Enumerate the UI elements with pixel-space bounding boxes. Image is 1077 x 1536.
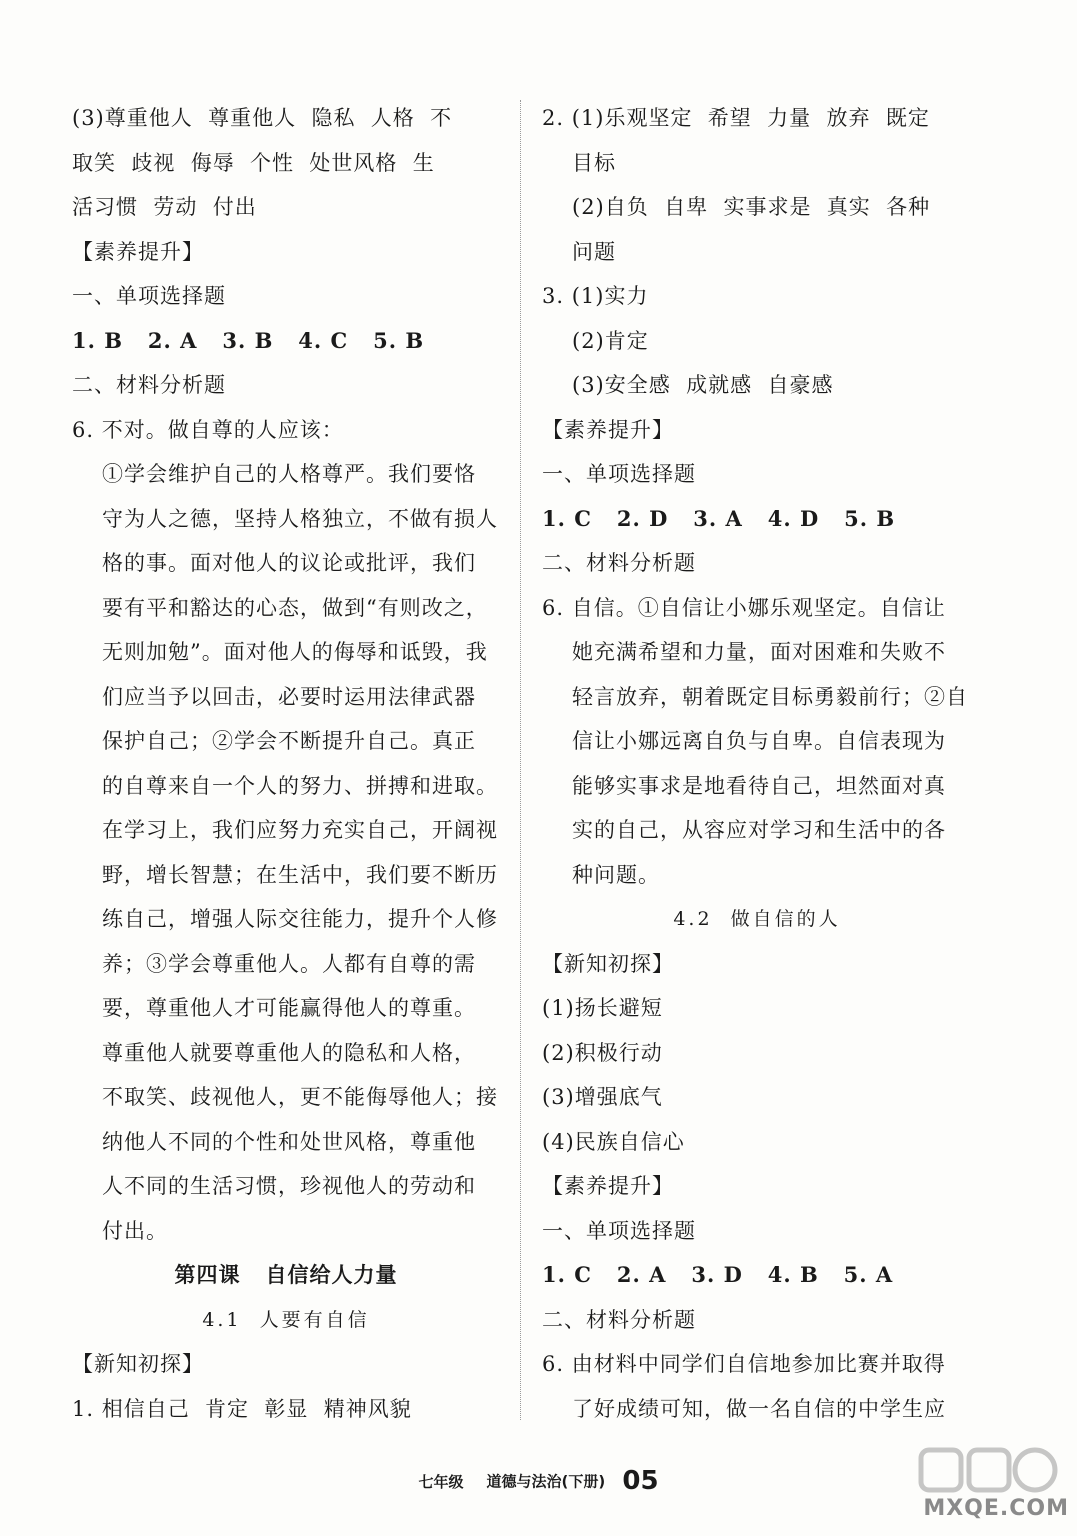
column-divider	[520, 100, 521, 1420]
right-text-line: 了好成绩可知，做一名自信的中学生应	[572, 1396, 946, 1421]
right-text-line: 【新知初探】	[542, 951, 674, 976]
right-text-line: (1)扬长避短	[542, 996, 663, 1020]
left-text-line: 4.1 人要有自信	[202, 1308, 370, 1331]
left-text-line: 第四课 自信给人力量	[174, 1262, 398, 1287]
right-text-line: 一、单项选择题	[542, 462, 696, 486]
left-text-line: 尊重他人就要尊重他人的隐私和人格，	[102, 1040, 476, 1065]
footer-subject: 道德与法治(下册)	[486, 1472, 606, 1491]
left-text-line: 【素养提升】	[72, 239, 204, 264]
right-text-line: 轻言放弃，朝着既定目标勇毅前行；②自	[572, 684, 968, 709]
left-text-line: 1. B 2. A 3. B 4. C 5. B	[72, 327, 425, 353]
right-text-line: 6. 由材料中同学们自信地参加比赛并取得	[542, 1352, 946, 1376]
left-text-line: 取笑 歧视 侮辱 个性 处世风格 生	[72, 150, 435, 175]
right-text-line: 种问题。	[572, 862, 660, 887]
left-text-line: 要有平和豁达的心态，做到“有则改之，	[102, 595, 488, 620]
right-text-line: 2. (1)乐观坚定 希望 力量 放弃 既定	[542, 106, 930, 130]
left-text-line: 人不同的生活习惯，珍视他人的劳动和	[102, 1174, 476, 1198]
left-text-line: 练自己，增强人际交往能力，提升个人修	[102, 907, 498, 931]
left-text-line: 养；③学会尊重他人。人都有自尊的需	[102, 951, 476, 976]
right-text-line: 能够实事求是地看待自己，坦然面对真	[572, 773, 946, 798]
left-text-line: 二、材料分析题	[72, 373, 226, 397]
left-text-line: 守为人之德，坚持人格独立，不做有损人	[102, 506, 498, 531]
right-text-line: 一、单项选择题	[542, 1218, 696, 1243]
left-text-line: (3)尊重他人 尊重他人 隐私 人格 不	[72, 106, 453, 130]
right-text-line: 她充满希望和力量，面对困难和失败不	[572, 640, 946, 664]
right-text-line: (3)安全感 成就感 自豪感	[572, 373, 834, 397]
left-text-line: 要，尊重他人才可能赢得他人的尊重。	[102, 996, 476, 1020]
right-text-line: 1. C 2. A 3. D 4. B 5. A	[542, 1262, 894, 1287]
right-text-line: (2)肯定	[572, 328, 649, 353]
right-text-line: (2)积极行动	[542, 1040, 663, 1065]
right-text-line: 二、材料分析题	[542, 1307, 696, 1332]
left-text-line: 保护自己；②学会不断提升自己。真正	[102, 729, 476, 753]
watermark-text: MXQE.COM	[923, 1496, 1069, 1521]
right-text-line: 【素养提升】	[542, 1174, 674, 1198]
left-text-line: 野，增长智慧；在生活中，我们要不断历	[102, 862, 498, 887]
left-column	[72, 96, 500, 1431]
left-text-line: 们应当予以回击，必要时运用法律武器	[102, 684, 476, 709]
footer-grade: 七年级	[418, 1472, 464, 1491]
right-text-line: 目标	[572, 150, 616, 175]
right-text-line: (3)增强底气	[542, 1085, 663, 1109]
right-text-line: 实的自己，从容应对学习和生活中的各	[572, 818, 946, 842]
left-text-line: 在学习上，我们应努力充实自己，开阔视	[102, 818, 498, 842]
left-text-line: 一、单项选择题	[72, 284, 226, 308]
left-text-line: 活习惯 劳动 付出	[72, 195, 257, 219]
right-text-line: 【素养提升】	[542, 417, 674, 442]
right-column	[542, 96, 972, 1431]
left-text-line: 不取笑、歧视他人，更不能侮辱他人；接	[102, 1085, 498, 1109]
right-text-line: 问题	[572, 239, 616, 264]
right-text-line: 二、材料分析题	[542, 551, 696, 575]
left-text-line: 的自尊来自一个人的努力、拼搏和进取。	[102, 773, 498, 798]
left-text-line: 【新知初探】	[72, 1352, 204, 1376]
right-text-line: 6. 自信。①自信让小娜乐观坚定。自信让	[542, 595, 946, 620]
right-text-line: 3. (1)实力	[542, 284, 649, 308]
page-number: 05	[622, 1466, 659, 1496]
right-text-line: 信让小娜远离自负与自卑。自信表现为	[572, 729, 946, 753]
right-text-line: 1. C 2. D 3. A 4. D 5. B	[542, 505, 896, 531]
right-text-line: (4)民族自信心	[542, 1129, 685, 1154]
left-text-line: 1. 相信自己 肯定 彰显 精神风貌	[72, 1396, 412, 1421]
left-text-line: 6. 不对。做自尊的人应该：	[72, 417, 344, 442]
left-text-line: 无则加勉”。面对他人的侮辱和诋毁，我	[102, 640, 488, 664]
right-text-line: 4.2 做自信的人	[673, 908, 841, 930]
left-text-line: ①学会维护自己的人格尊严。我们要恪	[102, 462, 476, 486]
left-text-line: 纳他人不同的个性和处世风格，尊重他	[102, 1129, 476, 1154]
left-text-line: 格的事。面对他人的议论或批评，我们	[102, 551, 476, 575]
right-text-line: (2)自负 自卑 实事求是 真实 各种	[572, 195, 931, 219]
left-text-line: 付出。	[102, 1218, 168, 1243]
